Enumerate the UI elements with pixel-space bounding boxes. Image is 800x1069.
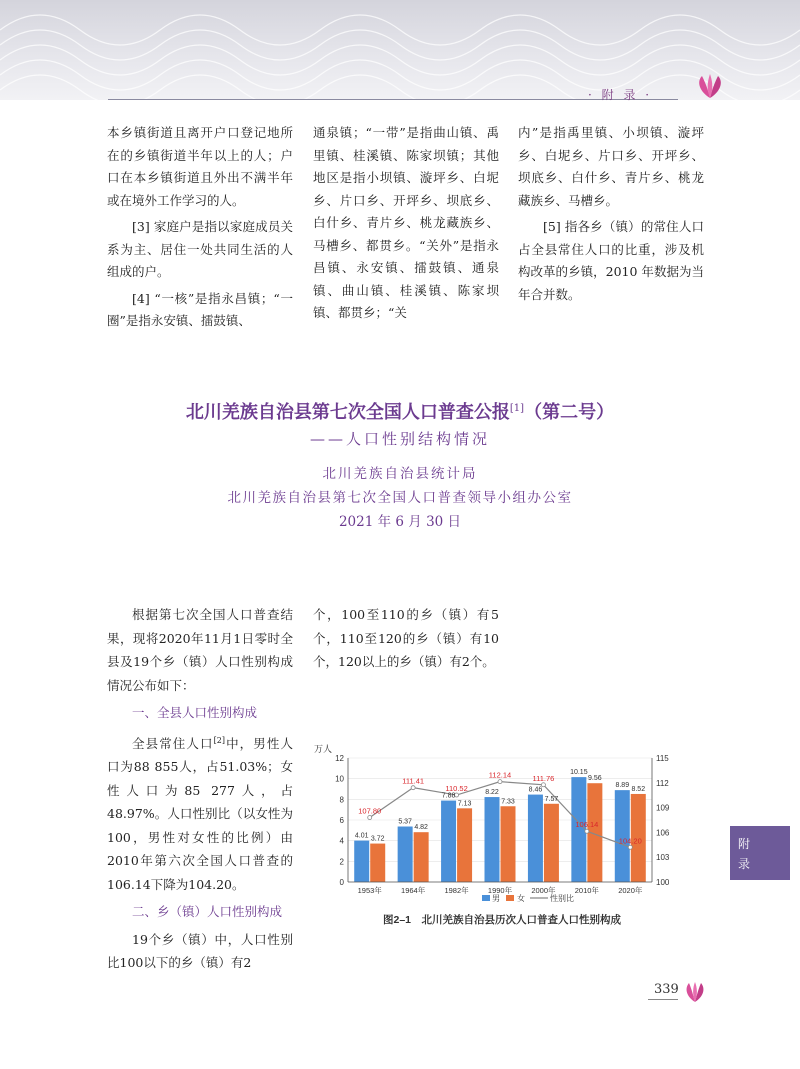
bar-male [398,827,413,882]
sex-ratio-point [498,780,502,784]
y-right-tick-label: 100 [656,878,670,887]
section-label: · 附 录 · [588,88,653,102]
bar-male [441,801,456,882]
sex-ratio-point [368,816,372,820]
legend-swatch-male [482,895,490,901]
notes-column-1 [107,122,293,337]
legend-male: 男 [492,894,500,903]
lotus-logo-icon [690,72,730,102]
x-tick-label: 1953年 [357,886,382,895]
legend-swatch-female [506,895,514,901]
data-label-male: 10.15 [570,769,588,777]
legend-female: 女 [517,894,525,903]
x-tick-label: 1990年 [487,886,513,895]
township-paragraph: 19个乡（镇）中，人口性别比100以下的乡（镇）有2 [107,931,293,971]
sex-ratio-chart [312,740,692,940]
issuer-office: 北川羌族自治县第七次全国人口普查领导小组办公室 [227,490,573,506]
data-label-male: 7.88 [441,792,456,800]
y-left-tick-label: 0 [339,878,344,887]
data-label-ratio: 104.20 [618,836,642,846]
data-label-male: 5.37 [398,818,412,826]
bar-male [354,841,369,882]
title-text: 北川羌族自治县第七次全国人口普查公报 [185,402,510,423]
data-label-male: 8.46 [528,786,543,794]
note-text: 内”是指禹里镇、小坝镇、漩坪乡、白坭乡、片口乡、开坪乡、坝底乡、白什乡、青片乡、桃龙藏族乡、马槽乡。 [518,125,704,208]
x-tick-label: 1964年 [401,886,426,895]
data-label-male: 8.22 [485,789,499,797]
y-left-tick-label: 4 [339,836,344,846]
report-date: 2021 年 6 月 30 日 [338,514,462,530]
county-paragraph [107,729,293,897]
page-number: 339 [654,982,679,997]
data-label-female: 9.56 [588,775,602,783]
township-paragraph-cont: 个，100至110的乡（镇）有5个，110至120的乡（镇）有10个，120以上的乡（镇）有2个。 [313,607,499,669]
report-subtitle: ——人口性别结构情况 [309,430,490,448]
report-title [0,398,800,424]
section-heading-1: 一、全县人口性别构成 [132,705,258,720]
data-label-female: 8.52 [631,785,646,793]
chart-caption: 图2–1 北川羌族自治县历次人口普查人口性别构成 [382,914,622,926]
bar-male [485,797,500,882]
note-4: [4] “一核”是指永昌镇；“一圈”是指永安镇、擂鼓镇、 [107,290,293,328]
sex-ratio-point [585,829,589,833]
bar-female [501,806,516,882]
data-label-male: 8.89 [615,782,630,790]
title-suffix: （第二号） [524,402,615,423]
data-label-female: 4.82 [414,824,428,832]
sex-ratio-point [411,786,415,790]
y-right-tick-label: 112 [656,778,669,788]
note-5: [5] 指各乡（镇）的常住人口占全县常住人口的比重，涉及机构改革的乡镇，2010 年数据为当年合并数。 [518,219,704,302]
body-column-right [313,603,499,678]
legend-ratio: 性别比 [550,894,574,903]
bar-female [370,844,385,882]
y-right-tick-label: 103 [656,853,670,863]
y-right-tick-label: 106 [656,828,670,838]
footnote-2: [2] [213,735,225,745]
data-label-ratio: 106.14 [575,820,599,830]
data-label-ratio: 111.76 [532,773,555,783]
bar-female [414,832,429,882]
data-label-ratio: 112.14 [488,770,512,780]
note-3: [3] 家庭户是指以家庭成员关系为主、居住一处共同生活的人组成的户。 [107,219,293,279]
title-footnote: [1] [509,403,525,414]
footer-rule [648,999,678,1000]
y-left-tick-label: 8 [339,795,344,805]
y-right-tick-label: 109 [656,803,670,813]
x-tick-label: 2000年 [531,886,556,895]
data-label-male: 4.01 [354,832,369,840]
intro-paragraph: 根据第七次全国人口普查结果，现将2020年11月1日零时全县及19个乡（镇）人口性别构成情况公布如下： [107,607,293,693]
body-column-left [107,603,293,979]
y-left-tick-label: 2 [339,857,344,867]
issuer-bureau: 北川羌族自治县统计局 [322,466,478,482]
header-band [0,0,800,100]
data-label-female: 7.13 [457,800,472,808]
bar-female [544,804,559,882]
chart-legend [482,893,574,903]
side-tab-char-1: 附 [738,837,751,851]
data-label-female: 7.57 [544,795,559,803]
x-tick-label: 1982年 [444,886,469,895]
county-paragraph-rest: 中，男性人口为88 855人，占51.03%；女性人口为85 277人，占48.97%。人口性别比（以女性为100，男性对女性的比例）由2010年第六次全国人口普查的106.14下降为104.20。 [107,735,293,892]
y-right-tick-label: 115 [656,754,669,763]
appendix-side-tab[interactable] [730,826,790,880]
y-left-tick-label: 6 [339,816,344,825]
notes-column-2 [313,122,499,329]
note-text: 本乡镇街道且离开户口登记地所在的乡镇街道半年以上的人；户口在本乡镇街道且外出不满半年或在境外工作学习的人。 [107,125,293,208]
data-label-ratio: 107.80 [358,806,382,816]
side-tab-char-2: 录 [738,857,751,871]
y-left-tick-label: 10 [335,774,344,784]
data-label-ratio: 110.52 [445,784,468,794]
footer-lotus-icon [680,980,710,1006]
data-label-female: 7.33 [501,798,515,806]
county-paragraph-start: 全县常住人口 [132,735,214,751]
data-label-female: 3.72 [370,835,385,843]
section-heading-2: 二、乡（镇）人口性别构成 [132,904,283,920]
sex-ratio-point [628,845,632,849]
notes-column-3 [518,122,704,310]
bar-male [571,777,586,882]
bar-female [457,808,472,882]
x-tick-label: 2010年 [574,886,599,895]
data-label-ratio: 111.41 [402,776,425,786]
wave-pattern [0,0,800,100]
note-text: 通泉镇；“一带”是指曲山镇、禹里镇、桂溪镇、陈家坝镇；其他地区是指小坝镇、漩坪乡、白坭乡、片口乡、开坪乡、坝底乡、白什乡、青片乡、桃龙藏族乡、马槽乡、都贯乡。“关外”是指永昌镇、永安镇、擂鼓镇、通泉镇、曲山镇、桂溪镇、陈家坝镇、都贯乡；“关 [313,125,499,320]
y-axis-left-label: 万人 [314,744,333,754]
y-left-tick-label: 12 [335,754,344,763]
x-tick-label: 2020年 [618,886,643,895]
bar-male [528,795,543,882]
